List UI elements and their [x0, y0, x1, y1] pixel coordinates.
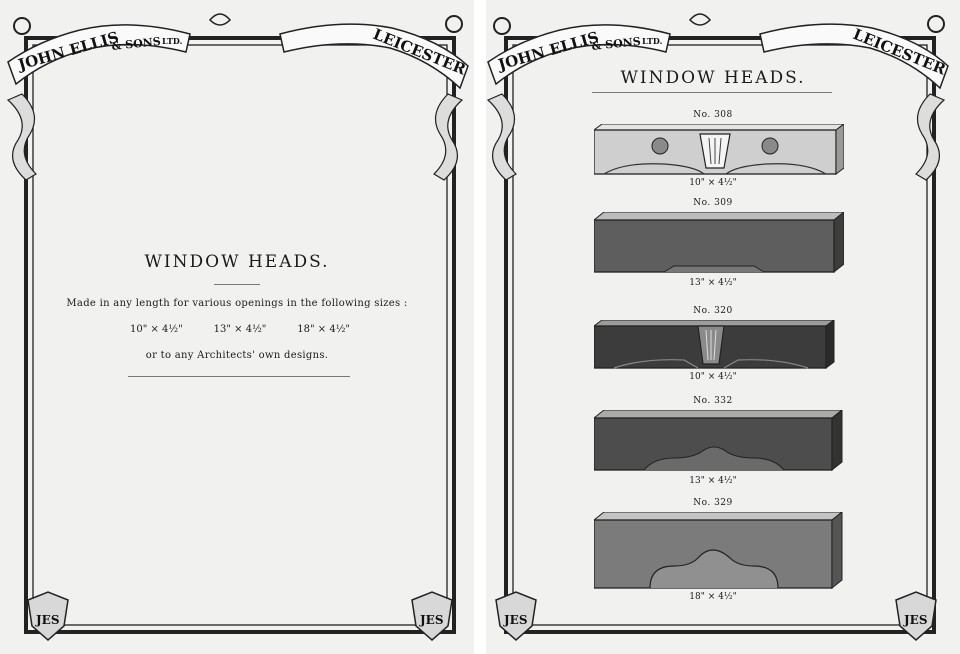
banner-ltd-text: LTD.	[642, 36, 663, 46]
item-number: No. 308	[693, 110, 733, 120]
banner-ltd-text: LTD.	[162, 36, 183, 46]
size-option: 18" × 4½"	[297, 324, 350, 335]
window-head-arched	[594, 512, 844, 590]
monogram-bottom-left: JES	[36, 613, 60, 627]
banner-right-text: LEICESTER	[850, 25, 949, 79]
section-divider	[128, 376, 350, 377]
sizes-list	[130, 324, 350, 335]
monogram-bottom-right: JES	[904, 613, 928, 627]
banner-left-text: JOHN ELLIS	[16, 27, 121, 74]
item-number: No. 329	[693, 498, 733, 508]
left-page	[0, 0, 474, 654]
size-option: 10" × 4½"	[130, 324, 183, 335]
page-gutter	[474, 0, 486, 654]
footer-note: or to any Architects' own designs.	[145, 350, 329, 361]
item-number: No. 320	[693, 306, 733, 316]
window-head-carved	[594, 124, 844, 176]
monogram-bottom-left: JES	[504, 613, 528, 627]
item-size: 13" × 4½"	[689, 278, 737, 288]
size-option: 13" × 4½"	[213, 324, 267, 335]
item-size: 10" × 4½"	[689, 372, 737, 382]
window-head-ogee	[594, 410, 844, 472]
monogram-bottom-right: JES	[420, 613, 444, 627]
description-text: Made in any length for various openings in the following sizes :	[66, 298, 408, 309]
item-size: 13" × 4½"	[689, 476, 737, 486]
banner-left-text: JOHN ELLIS	[496, 27, 601, 74]
banner-middle-text: & SONS	[590, 34, 642, 53]
title-underline	[214, 284, 260, 285]
window-head-keystone	[594, 320, 844, 370]
item-size: 18" × 4½"	[689, 592, 737, 602]
title-underline	[592, 92, 832, 93]
page-title: WINDOW HEADS.	[144, 252, 330, 272]
right-page	[486, 0, 960, 654]
item-number: No. 332	[693, 396, 733, 406]
window-head-plain-flat	[594, 212, 844, 274]
item-size: 10" × 4½"	[689, 178, 737, 188]
banner-middle-text: & SONS	[110, 34, 162, 53]
page-title: WINDOW HEADS.	[620, 68, 806, 88]
item-number: No. 309	[693, 198, 733, 208]
banner-right-text: LEICESTER	[370, 25, 469, 79]
